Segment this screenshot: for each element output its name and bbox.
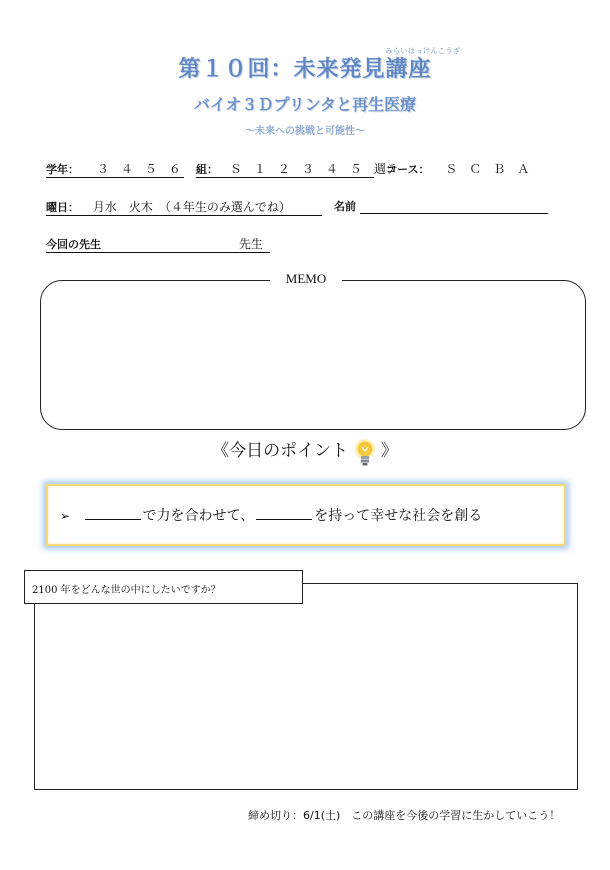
grade-options[interactable]: ３ ４ ５ ６ [96, 162, 181, 176]
bullet-arrow-icon: ➢ [60, 509, 71, 523]
page-title: 第１０回：未来発見講座 [178, 57, 432, 82]
memo-label: MEMO [270, 271, 342, 287]
title-ruby: みらいはっけんこうざ [385, 47, 461, 55]
class-field [196, 160, 398, 178]
point-blank-1[interactable] [85, 505, 141, 520]
teacher-label: 今回の先生 [46, 238, 101, 251]
name-input-line[interactable] [360, 199, 548, 214]
teacher-field [46, 235, 270, 253]
answer-area[interactable] [34, 583, 578, 790]
grade-label: 学年： [46, 163, 79, 176]
lightbulb-icon [354, 438, 376, 466]
course-field [386, 160, 529, 177]
point-heading-open: 《今日のポイント [212, 441, 349, 461]
page-subtitle: バイオ３Ｄプリンタと再生医療 [193, 95, 417, 114]
name-field [334, 198, 548, 214]
deadline-note: 締め切り：6/1(土) この講座を今後の学習に生かしていこう！ [248, 809, 561, 822]
point-heading-close: 》 [380, 441, 398, 461]
point-sentence [60, 505, 482, 525]
page-title-block [0, 52, 610, 83]
class-options[interactable]: Ｓ １ ２ ３ ４ ５ 週テ [229, 162, 398, 176]
point-text-end: を持って幸せな社会を創る [314, 508, 483, 524]
name-label: 名前 [334, 200, 356, 213]
question-label: 2100 年をどんな世の中にしたいですか？ [24, 570, 303, 604]
point-heading [0, 436, 610, 466]
day-field [46, 198, 322, 216]
page-tagline: 〜未来への挑戦と可能性〜 [245, 126, 365, 137]
grade-field [46, 160, 184, 178]
class-label: 組： [196, 163, 218, 176]
day-options[interactable]: 月水 火木 （４年生のみ選んでね） [92, 200, 291, 214]
teacher-suffix: 先生 [238, 237, 263, 251]
point-blank-2[interactable] [256, 505, 312, 520]
course-label: コース： [386, 163, 430, 176]
course-options[interactable]: Ｓ Ｃ Ｂ Ａ [445, 162, 530, 176]
point-text-mid: で力を合わせて、 [142, 508, 255, 524]
memo-area[interactable] [40, 280, 586, 430]
day-label: 曜日： [46, 201, 79, 214]
